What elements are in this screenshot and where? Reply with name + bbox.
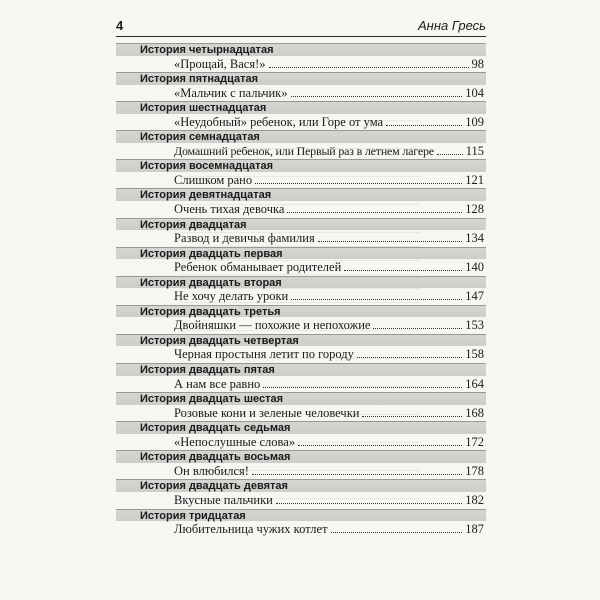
toc-line [116, 114, 486, 130]
dot-leader [298, 445, 462, 446]
toc-title: «Непослушные слова» [174, 434, 296, 449]
toc-heading: История тридцатая [116, 509, 486, 522]
toc-page-number: 115 [465, 143, 484, 158]
toc-heading: История двадцать седьмая [116, 421, 486, 434]
toc-title: Ребенок обманывает родителей [174, 260, 342, 275]
toc-entry[interactable] [116, 130, 486, 159]
page-header [116, 16, 486, 37]
toc-title: Домашний ребенок, или Первый раз в летнем лагере [174, 143, 434, 158]
toc-page-number: 182 [465, 492, 484, 507]
toc-heading: История двадцать четвертая [116, 334, 486, 347]
toc-entry[interactable] [116, 72, 486, 101]
toc-heading: История двадцать пятая [116, 363, 486, 376]
toc-page-number: 164 [465, 376, 484, 391]
toc-line [116, 56, 486, 72]
toc-heading: История двадцать третья [116, 305, 486, 318]
toc-line [116, 288, 486, 304]
toc-line [116, 434, 486, 450]
dot-leader [252, 474, 462, 475]
dot-leader [291, 299, 462, 300]
dot-leader [318, 241, 463, 242]
toc-entry[interactable] [116, 276, 486, 305]
toc-line [116, 317, 486, 333]
toc-title: Двойняшки — похожие и непохожие [174, 318, 371, 333]
toc-heading: История двадцать восьмая [116, 450, 486, 463]
toc-page-number: 172 [465, 434, 484, 449]
toc-entry[interactable] [116, 43, 486, 72]
toc-page-number: 98 [471, 56, 484, 71]
toc-page-number: 128 [465, 201, 484, 216]
toc-title: Черная простыня летит по городу [174, 347, 354, 362]
toc-title: Вкусные пальчики [174, 492, 273, 507]
dot-leader [331, 532, 463, 533]
toc-line [116, 492, 486, 508]
toc-heading: История шестнадцатая [116, 101, 486, 114]
toc-entry[interactable] [116, 159, 486, 188]
toc-title: Очень тихая девочка [174, 201, 285, 216]
toc-page-number: 147 [465, 289, 484, 304]
toc-title: Развод и девичья фамилия [174, 231, 315, 246]
dot-leader [373, 328, 462, 329]
toc-entry[interactable] [116, 450, 486, 479]
toc-title: «Прощай, Вася!» [174, 56, 266, 71]
toc-entry[interactable] [116, 363, 486, 392]
dot-leader [386, 125, 462, 126]
dot-leader [344, 270, 462, 271]
toc-entry[interactable] [116, 188, 486, 217]
toc-entry[interactable] [116, 247, 486, 276]
toc-page-number: 134 [465, 231, 484, 246]
toc-heading: История двадцать шестая [116, 392, 486, 405]
toc-heading: История двадцать вторая [116, 276, 486, 289]
toc-entry[interactable] [116, 334, 486, 363]
page-number: 4 [116, 18, 124, 33]
toc-title: Не хочу делать уроки [174, 289, 289, 304]
toc-page-number: 178 [465, 463, 484, 478]
dot-leader [263, 387, 462, 388]
toc-entry[interactable] [116, 101, 486, 130]
toc-line [116, 143, 486, 159]
toc-heading: История четырнадцатая [116, 43, 486, 56]
toc-page-number: 168 [465, 405, 484, 420]
toc-page-number: 187 [465, 522, 484, 536]
toc-line [116, 230, 486, 246]
toc-page-number: 109 [465, 114, 484, 129]
dot-leader [291, 96, 463, 97]
dot-leader [287, 212, 462, 213]
dot-leader [357, 357, 462, 358]
dot-leader [276, 503, 462, 504]
toc-heading: История восемнадцатая [116, 159, 486, 172]
toc-entry[interactable] [116, 509, 486, 538]
toc-page-number: 158 [465, 347, 484, 362]
toc-entry[interactable] [116, 479, 486, 508]
toc-line [116, 346, 486, 362]
running-title: Анна Гресь [418, 18, 486, 33]
toc-line [116, 259, 486, 275]
toc-title: «Неудобный» ребенок, или Горе от ума [174, 114, 384, 129]
toc-line [116, 201, 486, 217]
toc-line [116, 85, 486, 101]
toc-heading: История двадцать девятая [116, 479, 486, 492]
toc-line [116, 376, 486, 392]
dot-leader [362, 416, 462, 417]
toc-page-number: 153 [465, 318, 484, 333]
toc-heading: История двадцатая [116, 218, 486, 231]
dot-leader [255, 183, 462, 184]
toc-heading: История семнадцатая [116, 130, 486, 143]
toc-entry[interactable] [116, 305, 486, 334]
toc-title: «Мальчик с пальчик» [174, 85, 288, 100]
toc-page-number: 104 [465, 85, 484, 100]
toc-entry[interactable] [116, 421, 486, 450]
toc-title: А нам все равно [174, 376, 261, 391]
toc-title: Он влюбился! [174, 463, 249, 478]
dot-leader [269, 67, 469, 68]
toc-heading: История пятнадцатая [116, 72, 486, 85]
toc-line [116, 521, 486, 537]
toc-title: Розовые кони и зеленые человечки [174, 405, 360, 420]
toc-entry[interactable] [116, 218, 486, 247]
toc-entry[interactable] [116, 392, 486, 421]
toc-title: Слишком рано [174, 172, 253, 187]
dot-leader [437, 154, 463, 155]
toc-heading: История девятнадцатая [116, 188, 486, 201]
table-of-contents [116, 43, 486, 538]
toc-heading: История двадцать первая [116, 247, 486, 260]
toc-title: Любительница чужих котлет [174, 522, 328, 536]
toc-line [116, 405, 486, 421]
toc-line [116, 463, 486, 479]
toc-page-number: 140 [465, 260, 484, 275]
toc-line [116, 172, 486, 188]
toc-page-number: 121 [465, 172, 484, 187]
